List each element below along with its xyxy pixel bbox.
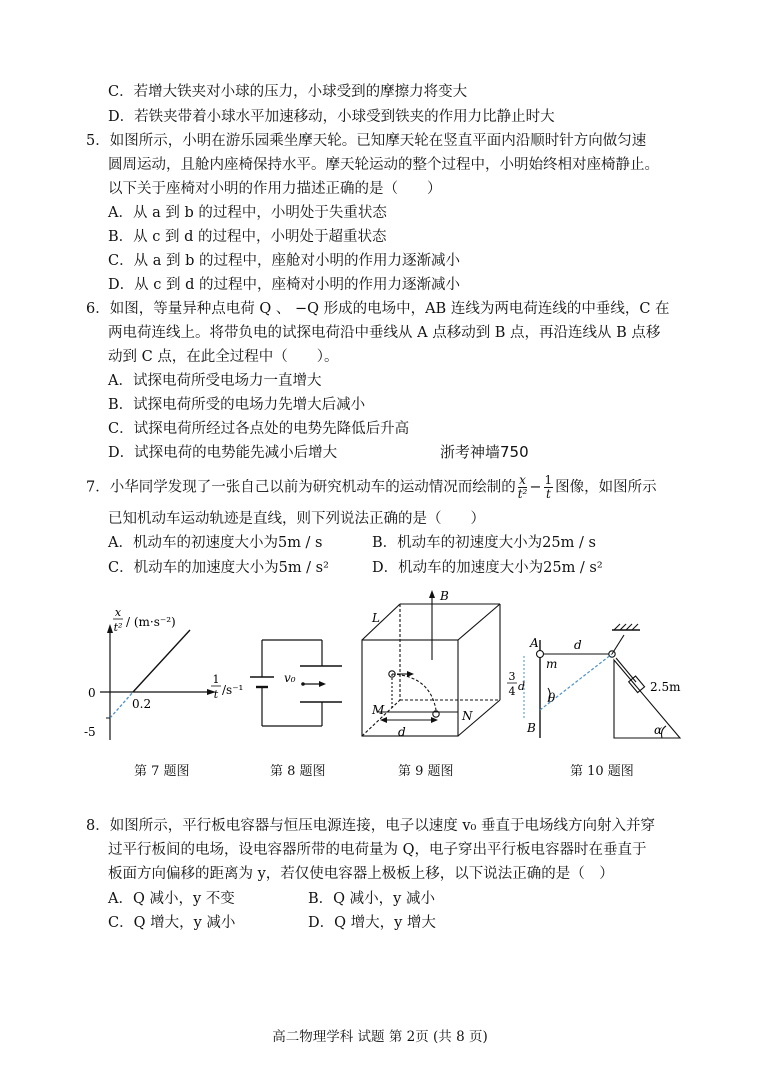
q4-option-d: D．若铁夹带着小球水平加速移动，小球受到铁夹的作用力比静止时大 bbox=[108, 109, 555, 125]
q6-option-b: B．试探电荷所受的电场力先增大后减小 bbox=[108, 397, 366, 413]
fig9-edge-tl bbox=[362, 604, 400, 640]
q7-stem-pre: 7．小华同学发现了一张自己以前为研究机动车的运动情况而绘制的 bbox=[86, 479, 516, 496]
fig9-d-right-head bbox=[431, 717, 438, 723]
fig9-label-N: N bbox=[462, 709, 473, 723]
fig10-frac-num: 3 bbox=[508, 670, 516, 683]
q7-option-d: D．机动车的加速度大小为25m / s² bbox=[372, 560, 603, 576]
fig10-hatch-2 bbox=[620, 624, 626, 630]
fig10-ring bbox=[537, 651, 544, 658]
fig7-xlabel-num: 1 bbox=[212, 673, 220, 686]
q5-option-a: A．从 a 到 b 的过程中，小明处于失重状态 bbox=[108, 205, 387, 221]
fig7-y-arrow bbox=[107, 624, 113, 633]
fig10-hatch-3 bbox=[626, 624, 632, 630]
fig9-edge-tr bbox=[458, 604, 500, 640]
fig10-label-B: B bbox=[527, 721, 536, 735]
q7-frac-x-t2: $\frac{x}{\text{t²}}$ bbox=[517, 473, 528, 501]
q6-option-c: C．试探电荷所经过各点处的电势先降低后升高 bbox=[108, 421, 410, 437]
fig10-pulley-support bbox=[612, 635, 624, 654]
fig10-hatch-4 bbox=[632, 624, 638, 630]
q7-stem-line2: 已知机动车运动轨迹是直线，则下列说法正确的是（ ） bbox=[108, 511, 485, 527]
watermark: 浙考神墙750 bbox=[440, 443, 529, 461]
fig9-caption: 第 9 题图 bbox=[398, 764, 454, 779]
fig10-incline bbox=[614, 660, 680, 738]
q7-stem-line1 bbox=[86, 474, 657, 501]
fig9-label-B: B bbox=[440, 590, 449, 603]
q8-option-b: B．Q 减小，y 减小 bbox=[308, 891, 435, 907]
fig10-caption: 第 10 题图 bbox=[570, 764, 634, 779]
fig8-v0-label: v₀ bbox=[284, 671, 296, 685]
q7-dash: − bbox=[529, 479, 542, 496]
fig9-label-L: L bbox=[372, 611, 380, 625]
fig10-label-mass: 2.5m bbox=[650, 680, 681, 694]
q7-option-a: A．机动车的初速度大小为5m / s bbox=[108, 535, 323, 551]
fig10-label-d: d bbox=[574, 638, 582, 652]
q8-option-d: D．Q 增大，y 增大 bbox=[308, 915, 436, 931]
q5-stem-line2: 圆周运动，且舱内座椅保持水平。摩天轮运动的整个过程中，小明始终相对座椅静止。 bbox=[108, 157, 659, 173]
fig8-electron bbox=[301, 682, 305, 686]
q7-stem-post: 图像，如图所示 bbox=[555, 479, 657, 496]
fig10-block bbox=[629, 676, 645, 693]
fig8-arrowhead bbox=[319, 681, 326, 687]
fig9-label-d: d bbox=[398, 725, 406, 739]
fig7-origin: 0 bbox=[88, 686, 96, 700]
figures-row bbox=[0, 590, 760, 760]
fig7-graph bbox=[84, 606, 243, 740]
fig7-ylabel-unit: / (m·s⁻²) bbox=[126, 615, 176, 629]
q8-option-a: A．Q 减小，y 不变 bbox=[108, 891, 235, 907]
fig10-label-A: A bbox=[530, 636, 539, 650]
q8-stem-line3: 板面方向偏移的距离为 y，若仅使电容器上极板上移，以下说法正确的是（ ） bbox=[108, 866, 614, 882]
q5-stem-line1: 5．如图所示，小明在游乐园乘坐摩天轮。已知摩天轮在竖直平面内沿顺时针方向做匀速 bbox=[86, 133, 647, 149]
fig7-x-tick-label: 0.2 bbox=[132, 697, 152, 711]
q7-option-c: C．机动车的加速度大小为5m / s² bbox=[108, 560, 329, 576]
q5-option-b: B．从 c 到 d 的过程中，小明处于超重状态 bbox=[108, 229, 387, 245]
fig10-label-m: m bbox=[546, 657, 558, 671]
q5-option-d: D．从 c 到 d 的过程中，座椅对小明的作用力逐渐减小 bbox=[108, 277, 460, 293]
fig7-extrapolation bbox=[110, 692, 133, 718]
page-footer: 高二物理学科 试题 第 2页 (共 8 页) bbox=[272, 1029, 488, 1045]
q8-option-c: C．Q 增大，y 减小 bbox=[108, 915, 236, 931]
fig10-frac-d: d bbox=[518, 680, 526, 693]
fig7-caption: 第 7 题图 bbox=[134, 764, 190, 779]
q4-option-c: C．若增大铁夹对小球的压力，小球受到的摩擦力将变大 bbox=[108, 84, 468, 100]
q7-frac-1-t: $\frac{1}{t}$ bbox=[544, 473, 553, 501]
fig9-label-M: M bbox=[372, 703, 385, 717]
fig10-label-alpha: α bbox=[654, 723, 663, 737]
fig10-alpha-arc bbox=[662, 726, 667, 738]
fig8-caption: 第 8 题图 bbox=[270, 764, 326, 779]
fig7-xlabel-unit: /s⁻¹ bbox=[222, 683, 244, 697]
q8-stem-line1: 8．如图所示，平行板电容器与恒压电源连接，电子以速度 v₀ 垂直于电场线方向射入并穿 bbox=[86, 818, 655, 834]
q7-option-b: B．机动车的初速度大小为25m / s bbox=[372, 535, 596, 551]
fig9-velocity-head bbox=[407, 671, 414, 677]
fig9-front-face bbox=[362, 640, 458, 736]
fig10-label-theta: θ bbox=[548, 691, 556, 705]
q6-stem-line3: 动到 C 点，在此全过程中（ ）。 bbox=[108, 349, 339, 365]
fig8-circuit bbox=[250, 640, 342, 726]
fig7-xlabel-den: t bbox=[213, 688, 219, 701]
fig7-data-line bbox=[133, 630, 190, 692]
fig9-field-arrowhead bbox=[429, 590, 435, 598]
q5-stem-line3: 以下关于座椅对小明的作用力描述正确的是（ ） bbox=[108, 181, 442, 197]
fig10-frac-den: 4 bbox=[508, 685, 516, 698]
fig7-y-tick-label: -5 bbox=[84, 725, 96, 739]
q6-stem-line2: 两电荷连线上。将带负电的试探电荷沿中垂线从 A 点移动到 B 点，再沿连线从 B 点移 bbox=[108, 325, 661, 341]
q6-stem-line1: 6．如图，等量异种点电荷 Q 、 −Q 形成的电场中，AB 连线为两电荷连线的中垂线，C 在 bbox=[86, 301, 670, 317]
q6-option-a: A．试探电荷所受电场力一直增大 bbox=[108, 373, 322, 389]
fig7-ylabel-den: t² bbox=[113, 621, 123, 634]
q8-stem-line2: 过平行板间的电场，设电容器所带的电荷量为 Q，电子穿出平行板电容器时在垂直于 bbox=[108, 842, 647, 858]
q6-option-d: D．试探电荷的电势能先减小后增大 bbox=[108, 445, 338, 461]
fig10-hatch-1 bbox=[614, 624, 620, 630]
fig7-ylabel-num: x bbox=[114, 606, 122, 619]
fig9-trajectory bbox=[392, 674, 436, 710]
q5-option-c: C．从 a 到 b 的过程中，座舱对小明的作用力逐渐减小 bbox=[108, 253, 460, 269]
